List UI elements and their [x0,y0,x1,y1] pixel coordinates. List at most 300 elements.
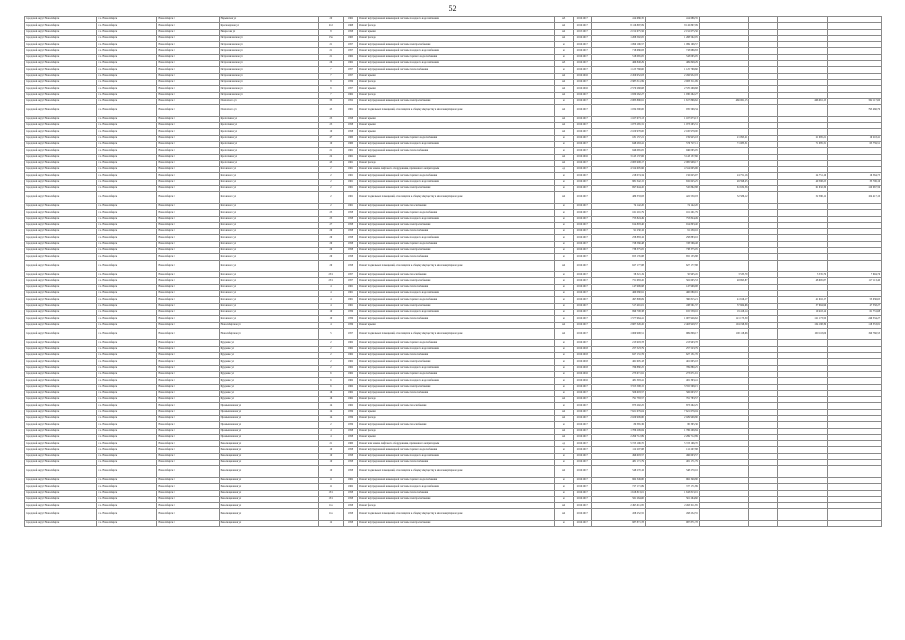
year-cell: 1959 [343,316,357,322]
municipality-cell: г.о. Новосибирск [97,409,157,415]
city-cell: Новосибирск г [157,490,219,496]
municipality-cell: г.о. Новосибирск [97,254,157,260]
work-type-cell: Ремонт внутридомовой инженерной системы электроснабжения [358,303,555,309]
total-cell: 469 848,29 [645,61,699,67]
cost-cell: 2 299 712,89 [592,434,646,440]
house-cell: 25 [318,210,343,216]
street-cell: Петропавловская ул [219,54,318,60]
period-cell: 2016 2017 [573,509,592,521]
extra-cost-3-cell: 21 095,21 [778,135,828,141]
district-cell: городской округ Новосибирск [25,160,97,166]
unit-cell: м2 [554,79,573,85]
extra-cost-2-cell [749,521,778,527]
year-cell: 1961 [343,297,357,303]
municipality-cell: г.о. Новосибирск [97,346,157,352]
cost-cell: 769 880,25 [592,365,646,371]
municipality-cell: г.о. Новосибирск [97,29,157,35]
municipality-cell: г.о. Новосибирск [97,284,157,290]
city-cell: Новосибирск г [157,278,219,284]
period-cell: 2016 2017 [573,397,592,403]
municipality-cell: г.о. Новосибирск [97,105,157,117]
municipality-cell: г.о. Новосибирск [97,154,157,160]
district-cell: городской округ Новосибирск [25,79,97,85]
period-cell: 2016 2017 [573,460,592,466]
street-cell: Революционная ул [219,477,318,483]
district-cell: городской округ Новосибирск [25,173,97,179]
street-cell: Котовского ул [219,203,318,209]
cost-cell: 147 999,98 [592,284,646,290]
unit-cell: м2 [554,509,573,521]
period-cell: 2016 2017 [573,79,592,85]
city-cell: Новосибирск г [157,303,219,309]
district-cell: городской округ Новосибирск [25,105,97,117]
street-cell: Котовского ул [219,216,318,222]
city-cell: Новосибирск г [157,186,219,192]
municipality-cell: г.о. Новосибирск [97,241,157,247]
unit-cell: м2 [554,192,573,204]
cost-cell: 4 314 605,96 [592,167,646,173]
house-cell: 13/1 [318,496,343,502]
city-cell: Новосибирск г [157,371,219,377]
year-cell: 1961 [343,148,357,154]
city-cell: Новосибирск г [157,359,219,365]
unit-cell: м [554,278,573,284]
year-cell: 1958 [343,241,357,247]
unit-cell: м [554,203,573,209]
municipality-cell: г.о. Новосибирск [97,61,157,67]
municipality-cell: г.о. Новосибирск [97,216,157,222]
period-cell: 2016 2017 [573,403,592,409]
street-cell: Некрасова ул [219,29,318,35]
total-cell: 460 080,91 [645,291,699,297]
cost-cell: 3 555 598,15 [592,384,646,390]
street-cell: Революционная ул [219,453,318,459]
year-cell: 1962 [343,378,357,384]
city-cell: Новосибирск г [157,73,219,79]
work-type-cell: Ремонт внутридомовой инженерной системы электроснабжения [358,98,555,104]
municipality-cell: г.о. Новосибирск [97,92,157,98]
district-cell: городской округ Новосибирск [25,260,97,272]
period-cell: 2016 2017 [573,186,592,192]
city-cell: Новосибирск г [157,309,219,315]
city-cell: Новосибирск г [157,116,219,122]
district-cell: городской округ Новосибирск [25,291,97,297]
period-cell: 2016 2017 [573,210,592,216]
total-cell: 156 625,97 [645,173,699,179]
total-cell: 769 880,25 [645,365,699,371]
extra-cost-1-cell: 24 751,16 [699,173,749,179]
extra-cost-4-cell: 65 759,51 [828,141,882,147]
work-type-cell: Ремонт фасада [358,160,555,166]
extra-cost-2-cell [749,509,778,521]
unit-cell: м [554,222,573,228]
period-cell: 2016 2017 [573,466,592,478]
cost-cell: 914 803,40 [592,222,646,228]
district-cell: городской округ Новосибирск [25,409,97,415]
year-cell: 1957 [343,67,357,73]
total-cell: 728 566,48 [645,241,699,247]
year-cell: 1957 [343,278,357,284]
municipality-cell: г.о. Новосибирск [97,403,157,409]
period-cell: 2016 2017 [573,54,592,60]
municipality-cell: г.о. Новосибирск [97,98,157,104]
total-cell: 935 599,34 [645,105,699,117]
district-cell: городской округ Новосибирск [25,390,97,396]
cost-cell: 518 065,05 [592,54,646,60]
year-cell: 1961 [343,291,357,297]
work-type-cell: Ремонт внутридомовой инженерной системы газоснабжения [358,272,555,278]
year-cell: 1958 [343,129,357,135]
period-cell: 2016 2017 [573,490,592,496]
total-cell: 518 065,05 [645,54,699,60]
total-cell: 1 617 896,62 [645,98,699,104]
street-cell: Котовского ул [219,192,318,204]
house-cell: 6 [318,384,343,390]
table-row [25,509,882,521]
year-cell: 1957 [343,42,357,48]
city-cell: Новосибирск г [157,447,219,453]
extra-cost-3-cell [778,105,828,117]
work-type-cell: Ремонт фасада [358,35,555,41]
unit-cell: м [554,216,573,222]
municipality-cell: г.о. Новосибирск [97,466,157,478]
unit-cell: м [554,353,573,359]
total-cell: 112 207,88 [645,447,699,453]
street-cell: Котовского ул [219,186,318,192]
period-cell: 2016 2017 [573,278,592,284]
cost-cell: 753 824,49 [592,216,646,222]
year-cell: 1958 [343,521,357,527]
municipality-cell: г.о. Новосибирск [97,210,157,216]
district-cell: городской округ Новосибирск [25,272,97,278]
municipality-cell: г.о. Новосибирск [97,309,157,315]
unit-cell: м [554,291,573,297]
house-cell: 7 [318,73,343,79]
work-type-cell: Ремонт внутридомовой инженерной системы холодного водоснабжения [358,235,555,241]
unit-cell: м [554,378,573,384]
year-cell: 1957 [343,86,357,92]
extra-cost-1-cell: 466 061,15 [699,98,749,104]
period-cell: 2016 2017 [573,309,592,315]
house-cell: 10 [318,309,343,315]
unit-cell: м [554,371,573,377]
total-cell: 147 999,98 [645,284,699,290]
work-type-cell: Ремонт внутридомовой инженерной системы теплоснабжения [358,67,555,73]
work-type-cell: Ремонт внутридомовой инженерной системы горячего водоснабжения [358,477,555,483]
year-cell: 1958 [343,210,357,216]
total-cell: 2 463 928,57 [645,322,699,328]
house-cell: 11 [318,477,343,483]
house-cell: 4 [318,297,343,303]
work-type-cell: Ремонт внутридомовой инженерной системы теплоснабжения [358,254,555,260]
city-cell: Новосибирск г [157,235,219,241]
page-number: 52 [448,4,457,13]
city-cell: Новосибирск г [157,154,219,160]
city-cell: Новосибирск г [157,61,219,67]
street-cell: Бурденко ул [219,353,318,359]
cost-cell: 1 268 592,05 [592,35,646,41]
street-cell: Бурденко ул [219,384,318,390]
municipality-cell: г.о. Новосибирск [97,79,157,85]
house-cell: 22 [318,154,343,160]
year-cell: 1959 [343,309,357,315]
total-cell: 4 314 605,96 [645,167,699,173]
period-cell: 2016 2017 [573,303,592,309]
year-cell: 1962 [343,371,357,377]
house-cell: 23 [318,116,343,122]
total-cell: 2 983 511,99 [645,79,699,85]
district-cell: городской округ Новосибирск [25,428,97,434]
year-cell: 1968 [343,23,357,29]
work-type-cell: Ремонт внутридомовой инженерной системы горячего водоснабжения [358,297,555,303]
year-cell: 1962 [343,397,357,403]
district-cell: городской округ Новосибирск [25,29,97,35]
street-cell: Нарымская ул [219,17,318,23]
city-cell: Новосибирск г [157,247,219,253]
extra-cost-4-cell: 302 117,60 [828,98,882,104]
year-cell: 1962 [343,403,357,409]
work-type-cell: Ремонт крыши [358,116,555,122]
house-cell: 10 [318,460,343,466]
total-cell: 873 292,25 [645,403,699,409]
unit-cell: м [554,365,573,371]
city-cell: Новосибирск г [157,105,219,117]
municipality-cell: г.о. Новосибирск [97,123,157,129]
district-cell: городской округ Новосибирск [25,210,97,216]
extra-cost-4-cell: 7 694,76 [828,272,882,278]
year-cell: 1962 [343,353,357,359]
district-cell: городской округ Новосибирск [25,222,97,228]
year-cell: 1958 [343,509,357,521]
house-cell: 21 [318,441,343,447]
city-cell: Новосибирск г [157,422,219,428]
city-cell: Новосибирск г [157,42,219,48]
house-cell: 29 [318,235,343,241]
street-cell: Котовского ул [219,210,318,216]
house-cell: 20 [318,17,343,23]
extra-cost-4-cell: 249 334,27 [828,316,882,322]
unit-cell: м [554,141,573,147]
city-cell: Новосибирск г [157,179,219,185]
district-cell: городской округ Новосибирск [25,460,97,466]
district-cell: городской округ Новосибирск [25,86,97,92]
house-cell: 4 [318,284,343,290]
cost-cell: 1 786 209,84 [592,428,646,434]
unit-cell: м [554,254,573,260]
street-cell: Революционная ул [219,441,318,447]
street-cell: Революционная ул [219,521,318,527]
street-cell: Котовского ул [219,254,318,260]
district-cell: городской округ Новосибирск [25,490,97,496]
city-cell: Новосибирск г [157,346,219,352]
municipality-cell: г.о. Новосибирск [97,229,157,235]
district-cell: городской округ Новосибирск [25,416,97,422]
house-cell: 12 [318,521,343,527]
city-cell: Новосибирск г [157,141,219,147]
period-cell: 2015 2017 [573,29,592,35]
city-cell: Новосибирск г [157,216,219,222]
work-type-cell: Ремонт внутридомовой инженерной системы холодного водоснабжения [358,453,555,459]
house-cell: 10 [318,453,343,459]
street-cell: Котовского ул [219,291,318,297]
work-type-cell: Ремонт внутридомовой инженерной системы холодного водоснабжения [358,48,555,54]
unit-cell: м [554,135,573,141]
work-type-cell: Ремонт подвальных помещений, относящихся к общему имуществу в многоквартирном доме [358,509,555,521]
work-type-cell: Ремонт подвальных помещений, относящихся к общему имуществу в многоквартирном доме [358,466,555,478]
house-cell: 11а [318,509,343,521]
city-cell: Новосибирск г [157,297,219,303]
total-cell: 791 783,57 [645,397,699,403]
unit-cell: м [554,484,573,490]
period-cell: 2016 2017 [573,17,592,23]
extra-cost-2-cell [749,192,778,204]
total-cell: 422 550,03 [645,192,699,204]
total-cell: 548 270,16 [645,466,699,478]
work-type-cell: Ремонт или замена лифтового оборудования, признанного непригодным [358,441,555,447]
unit-cell: м2 [554,116,573,122]
district-cell: городской округ Новосибирск [25,322,97,328]
unit-cell: м [554,229,573,235]
cost-cell: 273 671,91 [592,371,646,377]
street-cell: Петропавловская ул [219,48,318,54]
period-cell: 2016 2018 [573,353,592,359]
year-cell: 1959 [343,422,357,428]
municipality-cell: г.о. Новосибирск [97,503,157,509]
municipality-cell: г.о. Новосибирск [97,384,157,390]
year-cell: 1958 [343,447,357,453]
period-cell: 2016 2017 [573,272,592,278]
municipality-cell: г.о. Новосибирск [97,222,157,228]
street-cell: Котовского ул [219,303,318,309]
municipality-cell: г.о. Новосибирск [97,509,157,521]
district-cell: городской округ Новосибирск [25,328,97,340]
municipality-cell: г.о. Новосибирск [97,86,157,92]
total-cell: 161 201,79 [645,210,699,216]
house-cell: 2 [318,346,343,352]
district-cell: городской округ Новосибирск [25,340,97,346]
district-cell: городской округ Новосибирск [25,17,97,23]
municipality-cell: г.о. Новосибирск [97,322,157,328]
cost-cell: 489 333,83 [592,192,646,204]
cost-cell: 496 603,57 [592,453,646,459]
house-cell: 29 [318,229,343,235]
unit-cell: м [554,447,573,453]
municipality-cell: г.о. Новосибирск [97,173,157,179]
year-cell: 1957 [343,73,357,79]
city-cell: Новосибирск г [157,484,219,490]
total-cell: 258 883,16 [645,235,699,241]
district-cell: городской округ Новосибирск [25,447,97,453]
period-cell: 2016 2017 [573,61,592,67]
total-cell: 3 555 598,15 [645,384,699,390]
district-cell: городской округ Новосибирск [25,54,97,60]
year-cell: 1962 [343,477,357,483]
period-cell: 2016 2018 [573,346,592,352]
cost-cell: 996 708,38 [592,309,646,315]
extra-cost-4-cell [828,466,882,478]
street-cell: Революционная ул [219,509,318,521]
extra-cost-1-cell: 3 535,79 [699,272,749,278]
year-cell: 1958 [343,123,357,129]
total-cell: 2 029 909,80 [645,416,699,422]
work-type-cell: Ремонт крыши [358,322,555,328]
unit-cell: м [554,297,573,303]
year-cell: 1958 [343,490,357,496]
street-cell: Котовского ул [219,278,318,284]
unit-cell: м [554,346,573,352]
cost-cell: 91 230,16 [592,229,646,235]
work-type-cell: Ремонт внутридомовой инженерной системы горячего водоснабжения [358,371,555,377]
cost-cell: 2 983 511,99 [592,79,646,85]
city-cell: Новосибирск г [157,129,219,135]
cost-cell: 8 116 897,09 [592,23,646,29]
district-cell: городской округ Новосибирск [25,42,97,48]
work-type-cell: Ремонт крыши [358,434,555,440]
cost-cell: 1 930 262,27 [592,92,646,98]
municipality-cell: г.о. Новосибирск [97,203,157,209]
work-type-cell: Ремонт внутридомовой инженерной системы горячего водоснабжения [358,54,555,60]
work-type-cell: Ремонт крыши [358,409,555,415]
street-cell: Бурденко ул [219,340,318,346]
municipality-cell: г.о. Новосибирск [97,272,157,278]
unit-cell: м [554,284,573,290]
street-cell: Бурденко ул [219,371,318,377]
city-cell: Новосибирск г [157,322,219,328]
extra-cost-1-cell: 49 598,25 [699,179,749,185]
capital-repair-table [24,16,882,527]
work-type-cell: Ремонт внутридомовой инженерной системы электроснабжения [358,359,555,365]
period-cell: 2016 2017 [573,98,592,104]
unit-cell: м2 [554,35,573,41]
total-cell: 632 625,25 [645,179,699,185]
unit-cell: м [554,316,573,322]
unit-cell: м2 [554,154,573,160]
street-cell: Бурденко ул [219,378,318,384]
municipality-cell: г.о. Новосибирск [97,328,157,340]
period-cell: 2016 2017 [573,92,592,98]
unit-cell: м2 [554,503,573,509]
work-type-cell: Ремонт внутридомовой инженерной системы электроснабжения [358,42,555,48]
work-type-cell: Ремонт фасада [358,92,555,98]
street-cell: Котовского ул [219,284,318,290]
cost-cell: 2 085 908,17 [592,160,646,166]
year-cell: 1958 [343,254,357,260]
unit-cell: м [554,272,573,278]
work-type-cell: Ремонт внутридомовой инженерной системы теплоснабжения [358,316,555,322]
year-cell: 1958 [343,116,357,122]
municipality-cell: г.о. Новосибирск [97,484,157,490]
cost-cell: 5 723 196,70 [592,441,646,447]
extra-cost-1-cell: 37 664,96 [699,303,749,309]
unit-cell: ед [554,441,573,447]
cost-cell: 1 577 964,41 [592,316,646,322]
work-type-cell: Ремонт подвальных помещений, относящихся к общему имуществу в многоквартирном доме [358,192,555,204]
total-cell: 987 871,78 [645,521,699,527]
house-cell: 10 [318,316,343,322]
street-cell: Новосибирская ул [219,328,318,340]
total-cell: 627 131,76 [645,353,699,359]
total-cell: 390 815,21 [645,297,699,303]
city-cell: Новосибирск г [157,521,219,527]
city-cell: Новосибирск г [157,397,219,403]
house-cell: 5 [318,328,343,340]
period-cell: 2016 2017 [573,291,592,297]
municipality-cell: г.о. Новосибирск [97,247,157,253]
municipality-cell: г.о. Новосибирск [97,23,157,29]
district-cell: городской округ Новосибирск [25,503,97,509]
municipality-cell: г.о. Новосибирск [97,235,157,241]
district-cell: городской округ Новосибирск [25,303,97,309]
